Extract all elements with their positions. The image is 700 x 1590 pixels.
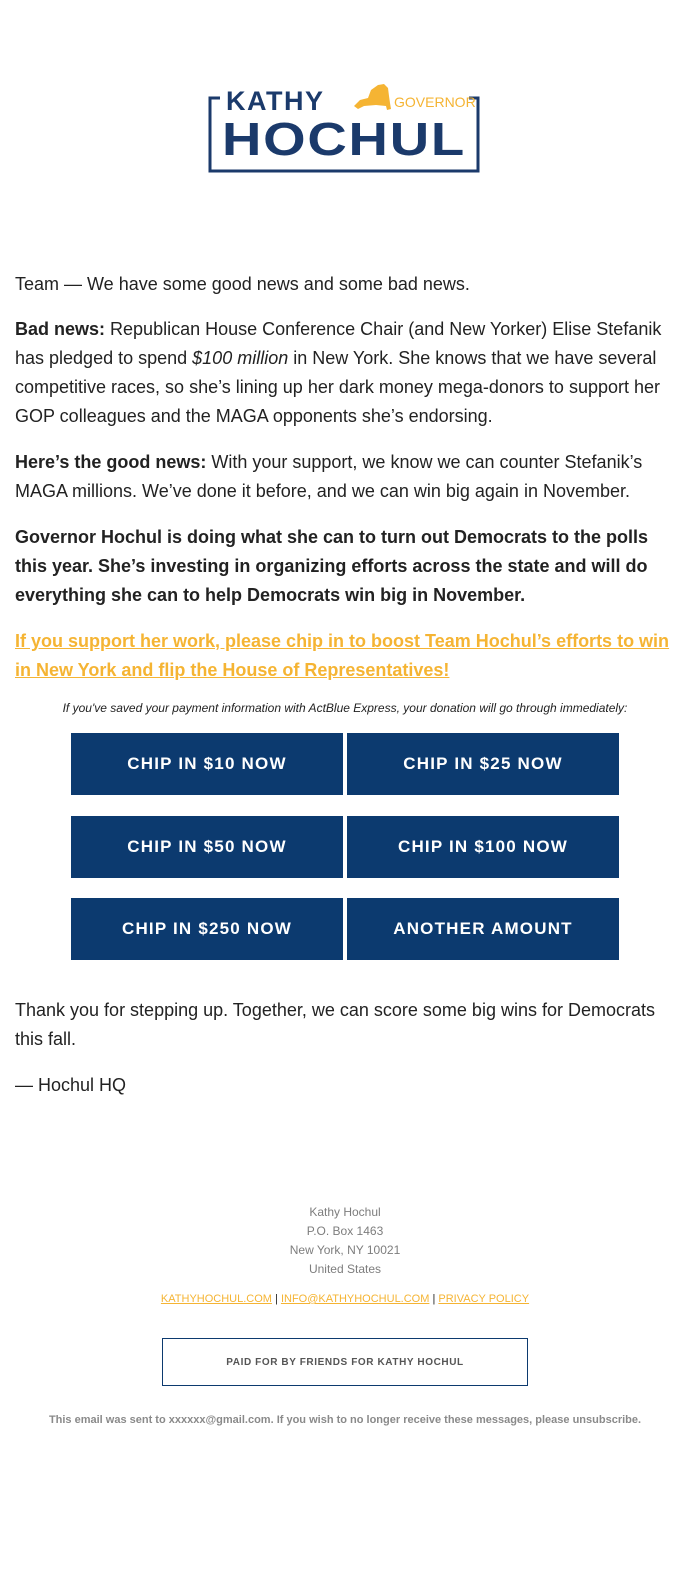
another-amount-button[interactable]: ANOTHER AMOUNT	[347, 898, 619, 960]
chip-in-50-button[interactable]: CHIP IN $50 NOW	[71, 816, 343, 878]
website-link[interactable]: KATHYHOCHUL.COM	[160, 1293, 272, 1305]
bad-news-paragraph	[15, 315, 670, 431]
new-york-state-icon	[354, 84, 391, 110]
campaign-logo	[208, 82, 480, 174]
cta-paragraph	[15, 627, 670, 685]
closing-section	[15, 996, 670, 1100]
good-news-label: Here’s the good news:	[15, 452, 207, 472]
logo-graphic	[208, 82, 480, 174]
bad-news-amount: $100 million	[192, 348, 289, 368]
logo-first-name: KATHY	[226, 86, 325, 116]
bad-news-text-1: Republican House Conference Chair (and New Yorker) Elise Stefanik has pledged to spend	[15, 319, 662, 368]
unsubscribe-notice: This email was sent to xxxxxx@gmail.com. If you wish to no longer receive these messages, please unsubscribe.	[48, 1414, 642, 1426]
governor-paragraph: Governor Hochul is doing what she can to turn out Democrats to the polls this year. She’s investing in organizing efforts across the state and will do everything she can to help Democrats win big in November.	[15, 527, 649, 605]
email-body	[15, 270, 670, 685]
chip-in-100-button[interactable]: CHIP IN $100 NOW	[347, 816, 619, 878]
intro-paragraph: Team — We have some good news and some bad news.	[15, 274, 470, 294]
bad-news-text-2: in New York. She knows that we have several competitive races, so she’s lining up her dark money mega-donors to support her GOP colleagues and the MAGA opponents she’s endorsing.	[15, 348, 661, 426]
address-line-country: United States	[308, 1262, 382, 1276]
logo-surname: HOCHUL	[222, 113, 466, 165]
chip-in-250-button[interactable]: CHIP IN $250 NOW	[71, 898, 343, 960]
email-link[interactable]: INFO@KATHYHOCHUL.COM	[280, 1293, 430, 1305]
address-line-po-box: P.O. Box 1463	[306, 1224, 384, 1238]
logo-office: GOVERNOR	[394, 94, 476, 110]
actblue-express-note: If you've saved your payment information with ActBlue Express, your donation will go through immediately:	[62, 701, 628, 715]
closing-paragraph: Thank you for stepping up. Together, we can score some big wins for Democrats this fall.	[15, 1000, 655, 1049]
chip-in-10-button[interactable]: CHIP IN $10 NOW	[71, 733, 343, 795]
address-line-name: Kathy Hochul	[309, 1205, 381, 1219]
good-news-paragraph	[15, 448, 670, 506]
mailing-address	[0, 1203, 690, 1279]
chip-in-25-button[interactable]: CHIP IN $25 NOW	[347, 733, 619, 795]
link-separator: |	[429, 1293, 439, 1305]
good-news-text: With your support, we know we can counter Stefanik’s MAGA millions. We’ve done it before, and we can win big again in November.	[15, 452, 643, 501]
footer-links	[0, 1293, 690, 1305]
address-line-city: New York, NY 10021	[289, 1243, 401, 1257]
chip-in-link[interactable]: If you support her work, please chip in to boost Team Hochul’s efforts to win in New York and flip the House of Representatives!	[15, 631, 670, 680]
signoff: — Hochul HQ	[15, 1075, 127, 1095]
link-separator: |	[271, 1293, 281, 1305]
bad-news-label: Bad news:	[15, 319, 106, 339]
privacy-policy-link[interactable]: PRIVACY POLICY	[438, 1293, 530, 1305]
paid-for-disclaimer: PAID FOR BY FRIENDS FOR KATHY HOCHUL	[162, 1338, 528, 1386]
